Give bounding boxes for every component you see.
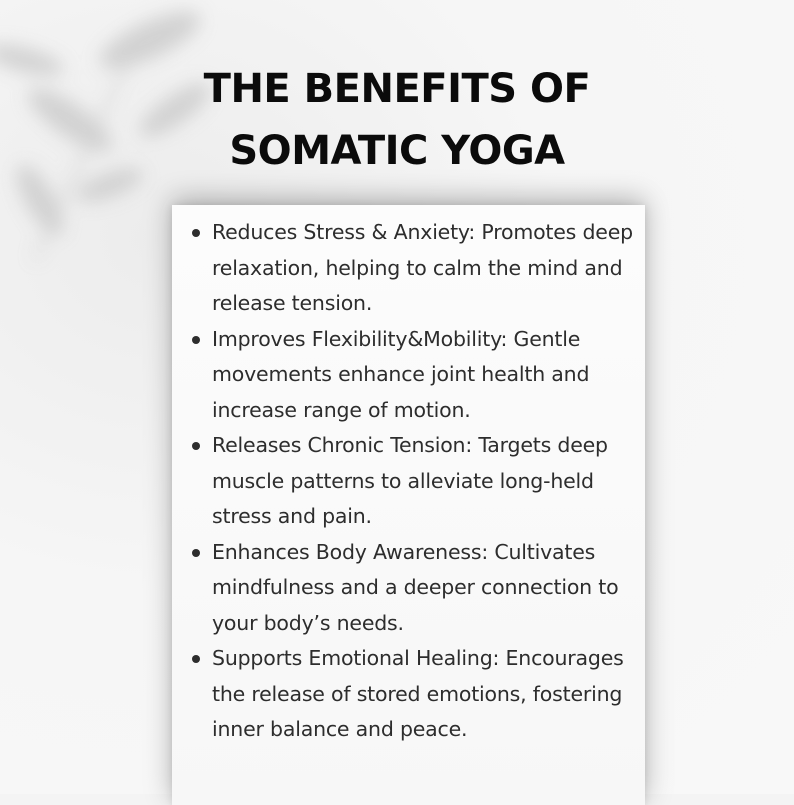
benefit-item bbox=[192, 535, 637, 642]
benefit-item bbox=[192, 641, 637, 748]
benefits-card bbox=[172, 205, 645, 805]
benefit-item bbox=[192, 322, 637, 429]
title-line-1: THE BENEFITS OF bbox=[203, 66, 591, 112]
benefit-text: Improves Flexibility&Mobility: Gentle movements enhance joint health and increase range of motion. bbox=[212, 326, 590, 422]
benefits-list bbox=[172, 205, 645, 748]
bullet-icon bbox=[192, 549, 200, 557]
bullet-icon bbox=[192, 655, 200, 663]
benefit-text: Reduces Stress & Anxiety: Promotes deep relaxation, helping to calm the mind and release tension. bbox=[212, 220, 633, 315]
page-title bbox=[0, 58, 794, 182]
title-line-2: SOMATIC YOGA bbox=[229, 128, 565, 174]
benefit-text: Releases Chronic Tension: Targets deep muscle patterns to alleviate long-held stress and pain. bbox=[212, 433, 608, 528]
benefit-item bbox=[192, 428, 637, 535]
bullet-icon bbox=[192, 229, 200, 237]
bullet-icon bbox=[192, 442, 200, 450]
benefit-item bbox=[192, 215, 637, 322]
benefit-text: Enhances Body Awareness: Cultivates mindfulness and a deeper connection to your body’s needs. bbox=[212, 539, 619, 635]
benefit-text: Supports Emotional Healing: Encourages the release of stored emotions, fostering inner balance and peace. bbox=[212, 646, 624, 741]
bullet-icon bbox=[192, 336, 200, 344]
